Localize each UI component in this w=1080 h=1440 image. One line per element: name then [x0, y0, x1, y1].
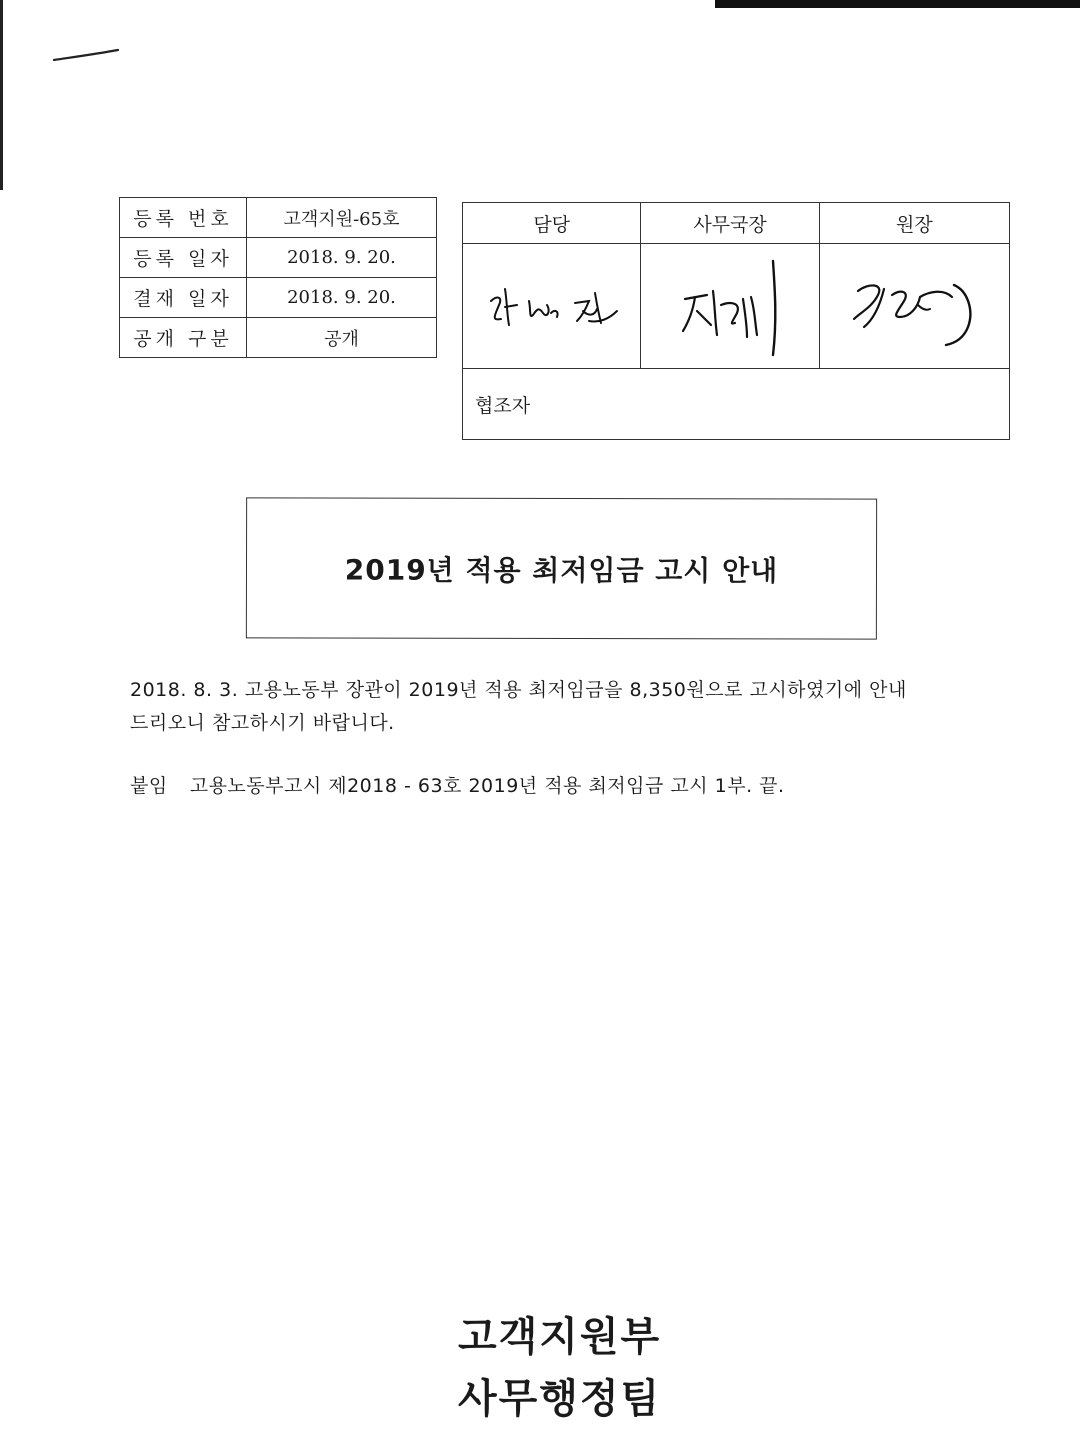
attachment-label: 붙임	[130, 775, 168, 797]
registration-label: 등록 일자	[120, 238, 247, 278]
registration-label: 등록 번호	[120, 198, 247, 238]
issuer-department: 고객지원부	[458, 1314, 662, 1360]
approval-header-head: 원장	[819, 203, 1009, 244]
issuer-team: 사무행정팀	[458, 1376, 662, 1422]
registration-table	[119, 197, 437, 358]
title-box	[246, 497, 877, 639]
approval-cooperator-row	[463, 369, 1010, 440]
registration-value: 2018. 9. 20.	[247, 278, 437, 318]
registration-label: 결재 일자	[120, 278, 247, 318]
approval-table	[462, 202, 1010, 440]
signature-cell-staff	[463, 244, 641, 369]
cooperator-label: 협조자	[463, 369, 1010, 440]
registration-value: 고객지원-65호	[247, 198, 437, 238]
approval-header-director: 사무국장	[641, 203, 819, 244]
approval-header-row	[463, 203, 1010, 244]
registration-row	[120, 198, 437, 238]
pen-mark	[52, 44, 122, 66]
body-line-2: 드리오니 참고하시기 바랍니다.	[130, 712, 395, 734]
body-paragraph	[130, 674, 1010, 740]
registration-label: 공개 구분	[120, 318, 247, 358]
approval-signature-row	[463, 244, 1010, 369]
body-line-1: 2018. 8. 3. 고용노동부 장관이 2019년 적용 최저임금을 8,350원으로 고시하였기에 안내	[130, 679, 907, 701]
signature-cell-head	[819, 244, 1009, 369]
attachment-text: 고용노동부고시 제2018 - 63호 2019년 적용 최저임금 고시 1부. 끝.	[189, 775, 785, 797]
document-title: 2019년 적용 최저임금 고시 안내	[344, 553, 779, 587]
issuer-block	[458, 1306, 661, 1430]
registration-row	[120, 318, 437, 358]
signature-director	[655, 251, 805, 361]
registration-row	[120, 238, 437, 278]
signature-cell-director	[641, 244, 819, 369]
signature-staff	[477, 271, 627, 341]
registration-value: 2018. 9. 20.	[247, 238, 437, 278]
attachment-line	[130, 770, 1010, 803]
approval-header-staff: 담당	[463, 203, 641, 244]
scan-edge-top	[715, 0, 1080, 8]
signature-head	[834, 261, 994, 351]
registration-row	[120, 278, 437, 318]
registration-value: 공개	[247, 318, 437, 358]
scan-edge-left	[0, 0, 3, 190]
